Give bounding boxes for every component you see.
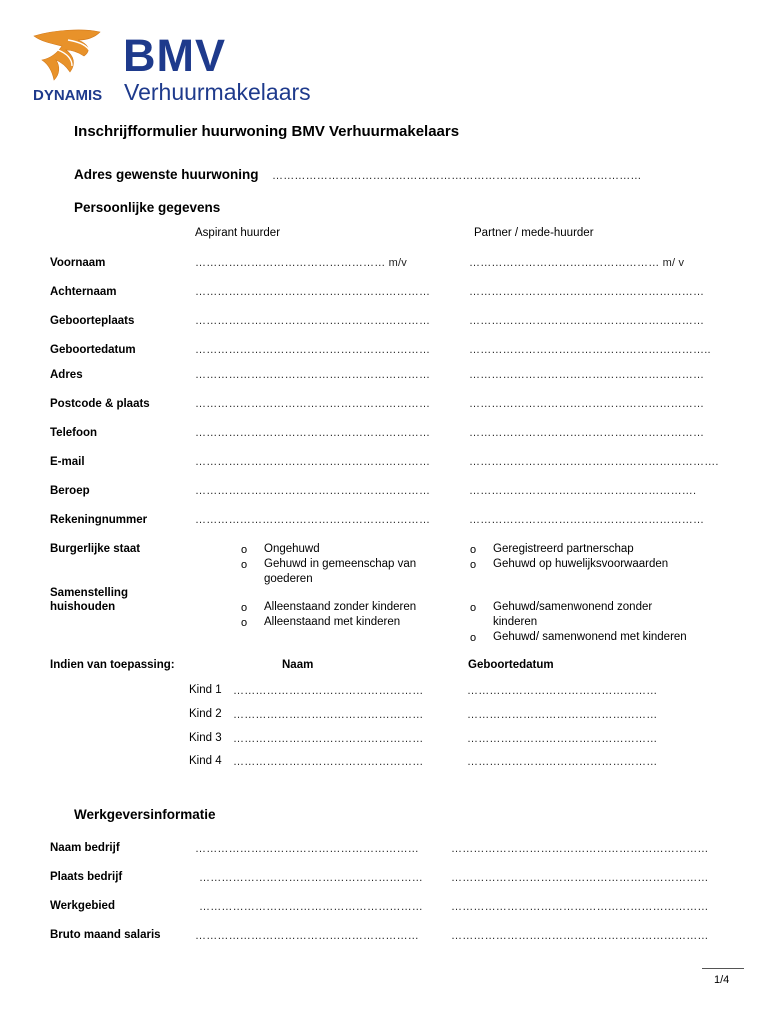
brand-logo-bmv: BMV — [123, 30, 226, 81]
child-name-field[interactable]: …………………………………………… — [233, 756, 424, 768]
field-label: Beroep — [50, 485, 90, 497]
radio-bullet[interactable]: o — [470, 602, 477, 614]
employer-field-label: Bruto maand salaris — [50, 929, 161, 941]
employer-heading: Werkgeversinformatie — [74, 807, 216, 822]
field-partner[interactable]: ……………………………………………………… — [469, 427, 705, 439]
field-applicant[interactable]: ……………………………………………………… — [195, 369, 431, 381]
child-dob-field[interactable]: …………………………………………… — [467, 756, 658, 768]
employer-field-applicant[interactable]: …………………………………………………… — [199, 872, 423, 884]
field-label: Geboorteplaats — [50, 315, 135, 327]
employer-field-label: Plaats bedrijf — [50, 871, 123, 883]
field-applicant[interactable]: ……………………………………………………… — [195, 286, 431, 298]
child-label: Kind 1 — [189, 684, 222, 696]
employer-field-applicant[interactable]: …………………………………………………… — [195, 843, 419, 855]
page-number: 1/4 — [714, 974, 730, 986]
personal-heading: Persoonlijke gegevens — [74, 200, 221, 215]
radio-bullet[interactable]: o — [241, 617, 248, 629]
page-title: Inschrijfformulier huurwoning BMV Verhuurmakelaars — [74, 123, 460, 140]
col-header-partner: Partner / mede-huurder — [474, 227, 594, 239]
radio-bullet[interactable]: o — [470, 559, 477, 571]
radio-bullet[interactable]: o — [241, 559, 248, 571]
employer-field-applicant[interactable]: …………………………………………………… — [195, 930, 419, 942]
employer-field-partner[interactable]: …………………………………………………………… — [451, 930, 709, 942]
field-applicant[interactable]: …………………………………………… m/v — [195, 257, 407, 269]
field-partner[interactable]: ……………………………………………………… — [469, 315, 705, 327]
child-name-field[interactable]: …………………………………………… — [233, 733, 424, 745]
dynamis-wing-logo — [28, 26, 108, 86]
option-label: Gehuwd/ samenwonend met kinderen — [493, 631, 687, 643]
child-name-field[interactable]: …………………………………………… — [233, 685, 424, 697]
children-dob-header: Geboortedatum — [468, 659, 554, 671]
employer-field-label: Werkgebied — [50, 900, 115, 912]
option-label: Gehuwd in gemeenschap van — [264, 558, 417, 570]
field-applicant[interactable]: ……………………………………………………… — [195, 315, 431, 327]
child-name-field[interactable]: …………………………………………… — [233, 709, 424, 721]
field-partner[interactable]: ……………………………………………………… — [469, 369, 705, 381]
employer-field-partner[interactable]: …………………………………………………………… — [451, 843, 709, 855]
field-applicant[interactable]: ……………………………………………………… — [195, 427, 431, 439]
option-label: Geregistreerd partnerschap — [493, 543, 634, 555]
child-dob-field[interactable]: …………………………………………… — [467, 709, 658, 721]
field-label: Achternaam — [50, 286, 117, 298]
brand-logo-subtitle: Verhuurmakelaars — [124, 79, 311, 105]
children-label: Indien van toepassing: — [50, 659, 175, 671]
field-partner[interactable]: ……………………………………………………… — [469, 398, 705, 410]
employer-field-label: Naam bedrijf — [50, 842, 120, 854]
option-label-cont: kinderen — [493, 616, 538, 628]
field-partner[interactable]: ……………………………………………………. — [469, 485, 697, 497]
children-name-header: Naam — [282, 659, 314, 671]
field-applicant[interactable]: ……………………………………………………… — [195, 514, 431, 526]
option-label: Gehuwd op huwelijksvoorwaarden — [493, 558, 669, 570]
child-label: Kind 3 — [189, 732, 222, 744]
field-label: Telefoon — [50, 427, 98, 439]
field-partner[interactable]: …………………………………………… m/ v — [469, 257, 685, 269]
child-dob-field[interactable]: …………………………………………… — [467, 733, 658, 745]
field-partner[interactable]: …………………………………………………………. — [469, 456, 719, 468]
civil-status-label: Burgerlijke staat — [50, 543, 141, 555]
field-label: Voornaam — [50, 257, 106, 269]
option-label: Alleenstaand zonder kinderen — [264, 601, 417, 613]
field-label: E-mail — [50, 456, 85, 468]
option-label: Ongehuwd — [264, 543, 320, 555]
child-label: Kind 4 — [189, 755, 222, 767]
radio-bullet[interactable]: o — [470, 544, 477, 556]
radio-bullet[interactable]: o — [241, 544, 248, 556]
child-dob-field[interactable]: …………………………………………… — [467, 685, 658, 697]
field-applicant[interactable]: ……………………………………………………… — [195, 398, 431, 410]
address-field[interactable]: ……………………………………………………………………………………… — [272, 170, 642, 182]
page-number-divider — [702, 968, 744, 969]
field-label: Adres — [50, 369, 83, 381]
household-label: Samenstelling — [50, 587, 128, 599]
field-applicant[interactable]: ……………………………………………………… — [195, 344, 431, 356]
field-label: Postcode & plaats — [50, 398, 150, 410]
col-header-applicant: Aspirant huurder — [195, 227, 281, 239]
employer-field-partner[interactable]: …………………………………………………………… — [451, 872, 709, 884]
employer-field-applicant[interactable]: …………………………………………………… — [199, 901, 423, 913]
option-label: Alleenstaand met kinderen — [264, 616, 401, 628]
brand-logo-parent: DYNAMIS — [33, 87, 103, 104]
child-label: Kind 2 — [189, 708, 222, 720]
field-partner[interactable]: ……………………………………………………… — [469, 286, 705, 298]
field-applicant[interactable]: ……………………………………………………… — [195, 456, 431, 468]
option-label-cont: goederen — [264, 573, 313, 585]
household-label-cont: huishouden — [50, 601, 116, 613]
field-partner[interactable]: ……………………………………………………… — [469, 514, 705, 526]
option-label: Gehuwd/samenwonend zonder — [493, 601, 653, 613]
radio-bullet[interactable]: o — [241, 602, 248, 614]
employer-field-partner[interactable]: …………………………………………………………… — [451, 901, 709, 913]
address-label: Adres gewenste huurwoning — [74, 167, 259, 182]
field-applicant[interactable]: ……………………………………………………… — [195, 485, 431, 497]
field-label: Geboortedatum — [50, 344, 136, 356]
radio-bullet[interactable]: o — [470, 632, 477, 644]
field-partner[interactable]: ……………………………………………………….. — [469, 344, 711, 356]
field-label: Rekeningnummer — [50, 514, 148, 526]
